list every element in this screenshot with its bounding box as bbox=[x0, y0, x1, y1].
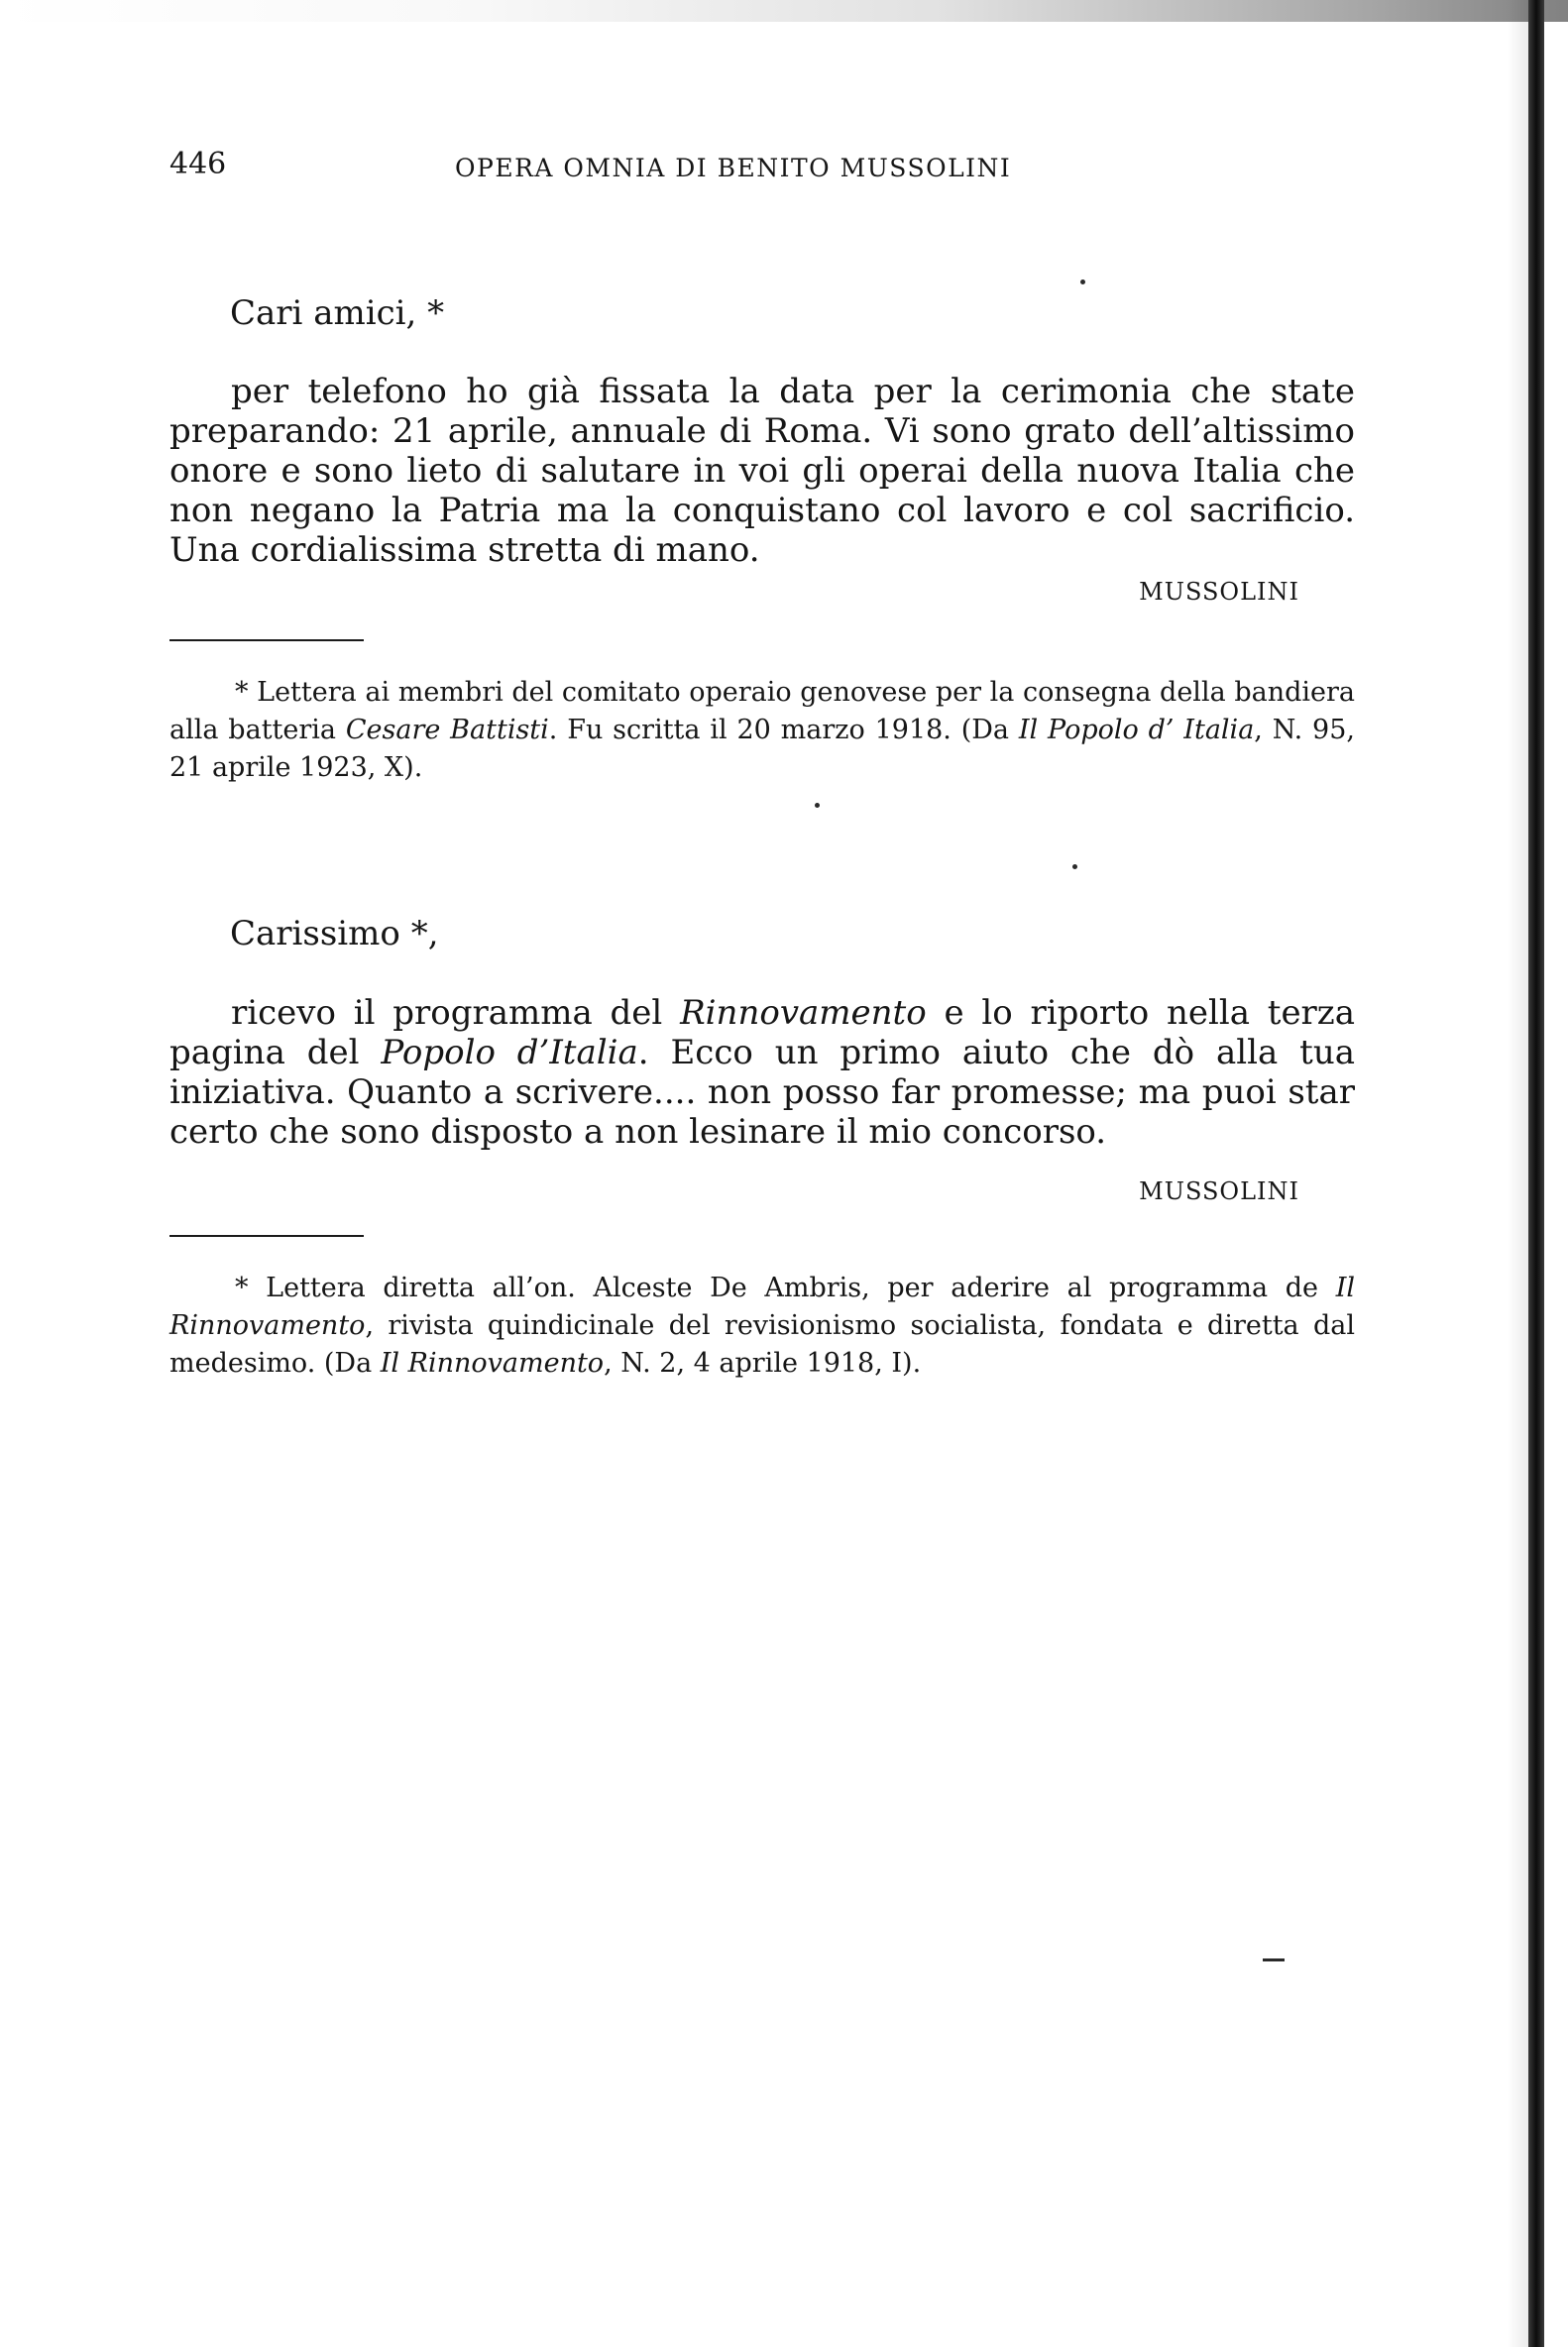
footnote-rule bbox=[169, 1235, 364, 1237]
letter-2-footnote bbox=[169, 1270, 1355, 1383]
letter-2-body-text: ricevo il programma del bbox=[231, 993, 681, 1033]
binding-edge bbox=[1528, 0, 1544, 2347]
letter-2-body-text: e lo riporto nella terza pagina del bbox=[169, 993, 1355, 1072]
letter-2-body-italic: Popolo d’Italia bbox=[381, 1033, 638, 1072]
letter-2-paragraph bbox=[169, 993, 1355, 1152]
letter-1-signature: MUSSOLINI bbox=[1139, 578, 1299, 606]
binding-shadow bbox=[1507, 0, 1528, 2347]
scan-speck bbox=[815, 803, 820, 808]
letter-1-body bbox=[169, 372, 1355, 570]
letter-1-salutation: Cari amici, * bbox=[230, 293, 445, 333]
footnote-italic: Il Popolo d’ Italia bbox=[1018, 715, 1255, 745]
letter-2-body-italic: Rinnovamento bbox=[680, 993, 927, 1033]
letter-1-body-text: per telefono ho già fissata la data per la cerimonia che state preparando: 21 aprile, annuale di Roma. Vi sono grato dell’altissimo onore e sono lieto di salutare in voi gli operai della nuova Italia che non negano la Patria ma la conquistano col lavoro e col sacrificio. Una cordialissima stretta di mano. bbox=[169, 372, 1355, 570]
footnote-text: * Lettera ai membri del comitato operaio genovese per la consegna della bandiera alla batteria bbox=[169, 677, 1355, 745]
letter-1-footnote bbox=[169, 674, 1355, 787]
footnote-text: , N. 95, 21 aprile 1923, X). bbox=[169, 715, 1355, 783]
page-number: 446 bbox=[169, 147, 227, 181]
letter-2-body bbox=[169, 993, 1355, 1152]
footnote-paragraph bbox=[169, 1270, 1355, 1383]
footnote-text: , N. 2, 4 aprile 1918, I). bbox=[604, 1348, 922, 1379]
footnote-italic: Il Rinnovamento bbox=[380, 1348, 605, 1379]
running-title: OPERA OMNIA DI BENITO MUSSOLINI bbox=[455, 154, 1012, 182]
footnote-italic: Cesare Battisti bbox=[345, 715, 549, 745]
letter-2-body-text: . Ecco un primo aiuto che dò alla tua iniziativa. Quanto a scrivere.... non posso far promesse; ma puoi star certo che sono disposto a non lesinare il mio concorso. bbox=[169, 1033, 1355, 1152]
letter-1-paragraph bbox=[169, 372, 1355, 570]
letter-2-salutation: Carissimo *, bbox=[230, 914, 439, 953]
footnote-paragraph bbox=[169, 674, 1355, 787]
footnote-text: . Fu scritta il 20 marzo 1918. (Da bbox=[548, 715, 1019, 745]
scan-speck bbox=[1072, 864, 1077, 869]
letter-2-signature: MUSSOLINI bbox=[1139, 1177, 1299, 1205]
footnote-rule bbox=[169, 639, 364, 641]
footnote-text: , rivista quindicinale del revisionismo socialista, fondata e diretta dal medesimo. (Da bbox=[169, 1310, 1355, 1379]
scan-top-shadow bbox=[0, 0, 1568, 22]
scan-speck bbox=[1263, 1958, 1285, 1961]
scan-speck bbox=[1080, 279, 1085, 284]
footnote-text: * Lettera diretta all’on. Alceste De Ambris, per aderire al programma de bbox=[235, 1273, 1336, 1303]
footnote-italic: Il Rinnovamento bbox=[169, 1273, 1355, 1341]
